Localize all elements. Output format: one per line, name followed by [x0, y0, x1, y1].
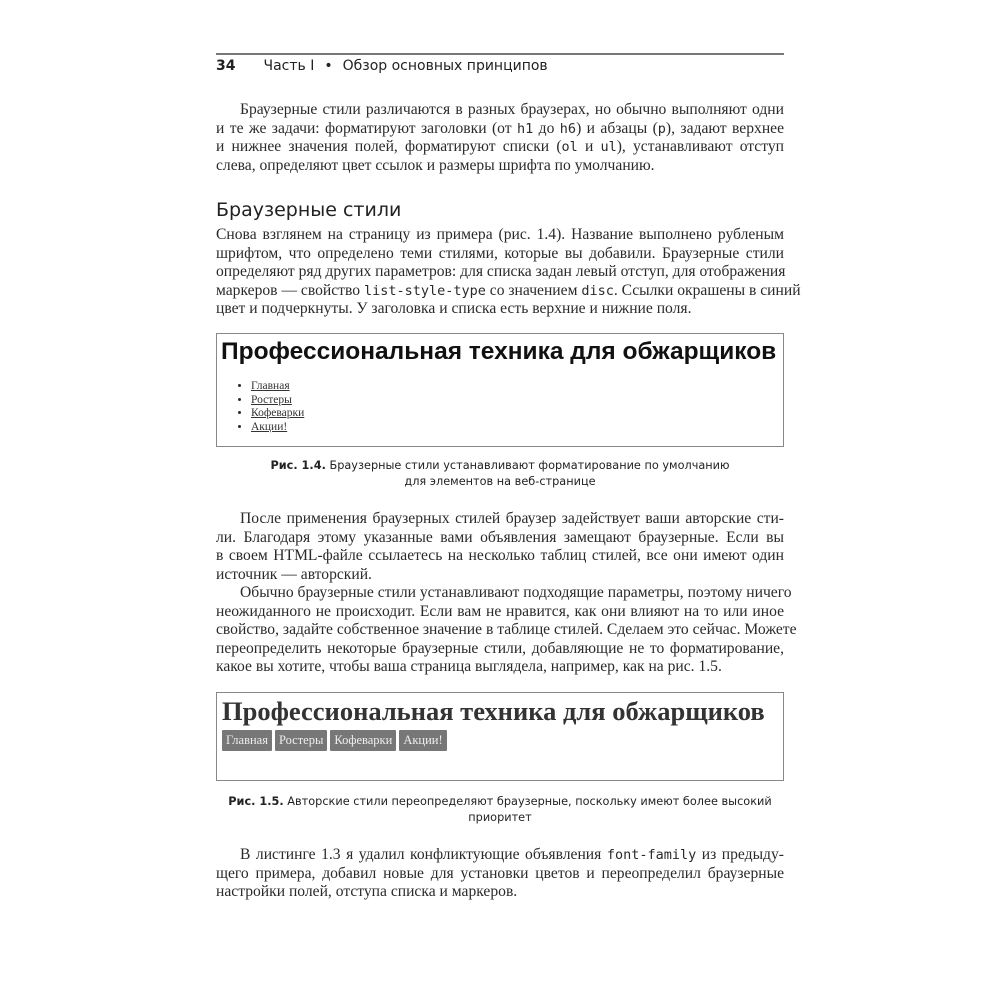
- bullet: •: [324, 58, 333, 74]
- nav-button-coffee-makers[interactable]: Кофеварки: [330, 730, 396, 751]
- text-segment: ), задают верхнее: [665, 119, 785, 137]
- text-line: [216, 865, 784, 884]
- text-line: [216, 640, 784, 659]
- text-segment: ли. Благодаря этому указанные вами объявления замещают браузерные. Если вы: [216, 528, 784, 546]
- text-segment: щего примера, добавил новые для установки цветов и переопределил браузерные: [216, 864, 784, 882]
- figure-1-link-list: [217, 380, 783, 434]
- inline-code: ul: [600, 139, 617, 156]
- link-coffee-makers[interactable]: Кофеварки: [251, 407, 305, 419]
- section-heading: Браузерные стили: [216, 199, 402, 221]
- inline-code: ol: [561, 139, 578, 156]
- inline-code: h1: [516, 120, 534, 137]
- text-segment: переопределить некоторые браузерные стили, добавляющие не то форматирование,: [216, 639, 784, 657]
- text-segment: какое вы хотите, чтобы ваша страница выглядела, например, как на рис. 1.5.: [216, 658, 722, 676]
- text-line: [216, 566, 784, 585]
- text-segment: неожиданного не происходит. Если вам не нравится, как они влияют на то или иное: [216, 602, 784, 620]
- text-line: [216, 300, 784, 319]
- caption-text: для элементов на веб-странице: [404, 475, 596, 488]
- chapter-title: Обзор основных принципов: [342, 58, 548, 74]
- nav-button-roasters[interactable]: Ростеры: [275, 730, 327, 751]
- paragraph-2: [216, 226, 801, 319]
- text-line: [216, 846, 784, 865]
- list-item: [251, 394, 783, 408]
- paragraph-3: [216, 510, 784, 584]
- text-line: [216, 245, 784, 264]
- text-segment: Браузерные стили различаются в разных браузерах, но обычно выполняют одни: [240, 101, 784, 118]
- text-line: [216, 263, 784, 282]
- text-segment: свойство, задайте собственное значение в таблице стилей. Сделаем это сейчас. Можете: [216, 621, 797, 639]
- caption-text: приоритет: [468, 811, 532, 824]
- link-sales[interactable]: Акции!: [251, 420, 288, 433]
- text-segment: источник — авторский.: [216, 565, 372, 583]
- inline-code: h6: [559, 120, 577, 137]
- part-label: Часть I: [263, 58, 315, 74]
- text-line: [216, 547, 784, 566]
- figure-1-5: [216, 692, 784, 781]
- text-segment: со значением: [485, 281, 582, 299]
- text-line: [216, 226, 784, 245]
- nav-button-home[interactable]: Главная: [222, 730, 272, 751]
- paragraph-5: [216, 846, 784, 902]
- figure-2-title: Профессиональная техника для обжарщиков: [222, 696, 765, 726]
- caption-text: Браузерные стили устанавливают форматирование по умолчанию: [329, 459, 730, 472]
- link-home[interactable]: Главная: [251, 380, 290, 392]
- text-line: [216, 529, 784, 548]
- text-segment: и нижнее значения полей, форматируют списки (: [216, 138, 562, 156]
- figure-1-caption: [216, 458, 784, 490]
- text-segment: до: [533, 119, 560, 137]
- text-segment: шрифтом, что определено теми стилями, которые вы добавили. Браузерные стили: [216, 244, 784, 262]
- figure-1-4: [216, 333, 784, 447]
- text-line: [216, 138, 784, 157]
- text-segment: определяют ряд других параметров: для списка задан левый отступ, для отображения: [216, 263, 786, 281]
- text-segment: После применения браузерных стилей браузер задействует ваши авторские сти-: [240, 510, 784, 527]
- caption-text: Авторские стили переопределяют браузерные, поскольку имеют более высокий: [287, 795, 772, 808]
- inline-code: list-style-type: [363, 282, 486, 299]
- text-segment: слева, определяют цвет ссылок и размеры шрифта по умолчанию.: [216, 156, 655, 174]
- text-segment: и те же задачи: форматируют заголовки (от: [216, 119, 517, 137]
- text-line: [216, 510, 784, 529]
- running-header: [216, 58, 548, 74]
- text-line: [216, 157, 784, 176]
- text-line: [216, 883, 784, 902]
- figure-2-nav: [222, 730, 783, 751]
- header-rule: [216, 53, 784, 55]
- text-segment: маркеров — свойство: [216, 281, 364, 299]
- text-segment: цвет и подчеркнуты. У заголовка и списка есть верхние и нижние поля.: [216, 300, 692, 318]
- text-segment: В листинге 1.3 я удалил конфликтующие объявления: [240, 846, 607, 863]
- text-segment: настройки полей, отступа списка и маркеров.: [216, 883, 518, 901]
- nav-button-sales[interactable]: Акции!: [399, 730, 446, 751]
- link-roasters[interactable]: Ростеры: [251, 393, 292, 406]
- text-segment: и: [577, 138, 601, 156]
- text-segment: в своем HTML-файле ссылаетесь на несколько таблиц стилей, все они имеют один: [216, 547, 784, 565]
- caption-label: Рис. 1.5.: [228, 795, 284, 808]
- inline-code: p: [657, 120, 666, 137]
- text-segment: ) и абзацы (: [576, 119, 658, 137]
- text-segment: ), устанавливают отступ: [616, 138, 784, 156]
- list-item: [251, 380, 783, 394]
- inline-code: disc: [581, 282, 614, 299]
- text-line: [216, 101, 784, 120]
- text-line: [216, 621, 797, 640]
- figure-2-caption: [216, 794, 784, 826]
- paragraph-1: [216, 101, 784, 175]
- text-segment: Обычно браузерные стили устанавливают подходящие параметры, поэтому ничего: [240, 584, 792, 601]
- figure-1-title: Профессиональная техника для обжарщиков: [221, 338, 777, 365]
- list-item: [251, 407, 783, 421]
- text-line: [216, 120, 784, 139]
- text-line: [216, 603, 784, 622]
- inline-code: font-family: [606, 847, 697, 863]
- paragraph-4: [216, 584, 797, 677]
- text-segment: Снова взглянем на страницу из примера (рис. 1.4). Название выполнено рубленым: [216, 226, 784, 243]
- text-line: [216, 281, 801, 301]
- text-line: [216, 584, 792, 603]
- text-segment: из предыду-: [696, 846, 784, 863]
- text-line: [216, 658, 784, 677]
- list-item: [251, 421, 783, 435]
- page-number: 34: [216, 58, 236, 74]
- text-segment: . Ссылки окрашены в синий: [613, 281, 801, 299]
- caption-label: Рис. 1.4.: [270, 459, 326, 472]
